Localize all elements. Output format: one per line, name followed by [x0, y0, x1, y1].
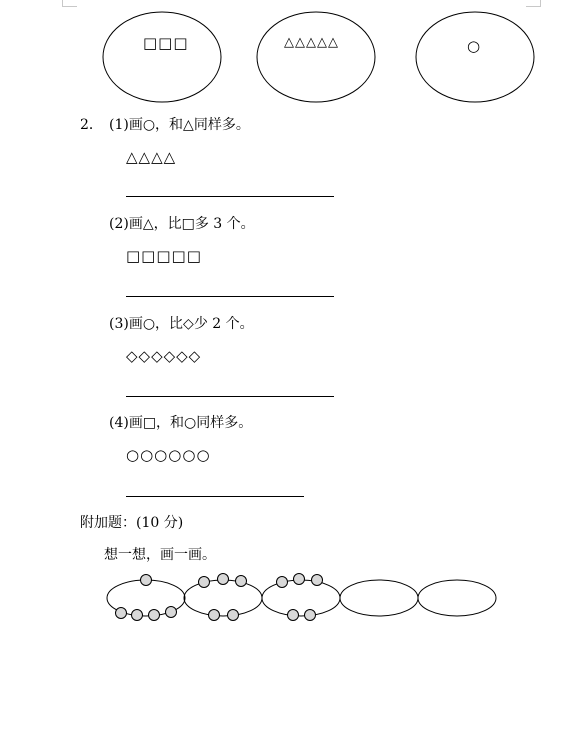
- top-oval-2: [255, 10, 377, 106]
- bead: [228, 610, 239, 621]
- top-oval-3-shapes: ○: [467, 37, 482, 55]
- bonus-instruction: 想一想，画一画。: [104, 547, 216, 563]
- bead: [199, 577, 210, 588]
- bead: [132, 610, 143, 621]
- top-oval-1-shapes: □□□: [143, 34, 189, 52]
- question-2-part-3-shapes: ◇◇◇◇◇◇: [126, 347, 202, 365]
- bead: [236, 576, 247, 587]
- bead: [209, 610, 220, 621]
- page-corner-mark-right: [526, 0, 541, 7]
- question-2-number: 2．: [80, 117, 103, 133]
- question-2-part-4-answer-line[interactable]: [126, 496, 304, 497]
- top-oval-3: [414, 10, 536, 106]
- bead: [141, 575, 152, 586]
- bead: [166, 607, 177, 618]
- bead: [312, 575, 323, 586]
- bead: [218, 574, 229, 585]
- question-2-part-2-prompt: (2)画△，比□多 3 个。: [109, 216, 255, 232]
- bonus-bead-pattern: [100, 570, 505, 626]
- bead: [116, 608, 127, 619]
- bonus-title: 附加题：(10 分): [80, 515, 184, 531]
- question-2-part-4-shapes: ○○○○○○: [126, 446, 211, 464]
- bead: [294, 574, 305, 585]
- question-2-part-2-answer-line[interactable]: [126, 296, 334, 297]
- question-2-part-1-answer-line[interactable]: [126, 196, 334, 197]
- bead: [277, 577, 288, 588]
- question-2-part-4-prompt: (4)画□，和○同样多。: [109, 415, 253, 431]
- top-oval-2-shapes: △△△△△: [284, 35, 339, 50]
- question-2-part-3-answer-line[interactable]: [126, 396, 334, 397]
- bead: [149, 610, 160, 621]
- bonus-oval-3: [262, 580, 340, 616]
- bead: [305, 610, 316, 621]
- question-2-part-1-shapes: △△△△: [126, 148, 177, 166]
- bonus-oval-5: [418, 580, 496, 616]
- bonus-oval-4: [340, 580, 418, 616]
- question-2-part-1-prompt: (1)画○，和△同样多。: [109, 117, 250, 133]
- bead: [288, 610, 299, 621]
- page-corner-mark-left: [62, 0, 77, 7]
- top-oval-1: [101, 10, 223, 106]
- question-2-part-3-prompt: (3)画○，比◇少 2 个。: [109, 316, 254, 332]
- bonus-oval-2: [184, 580, 262, 616]
- question-2-part-2-shapes: □□□□□: [126, 247, 202, 265]
